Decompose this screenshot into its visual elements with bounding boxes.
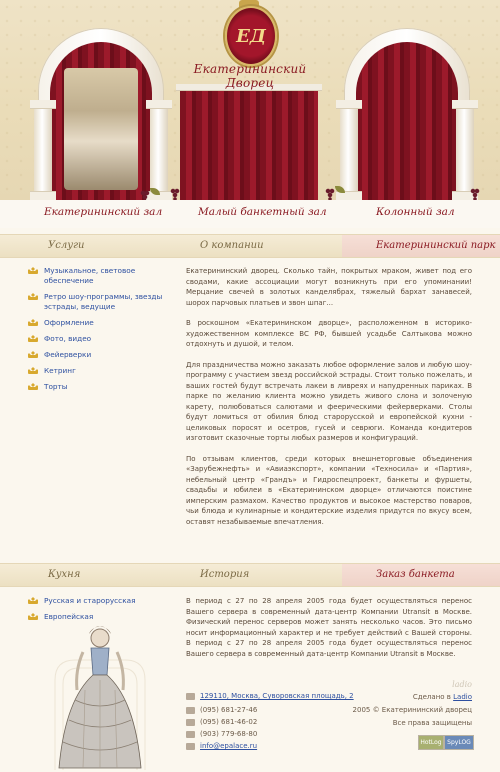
column-left-2 (150, 100, 168, 200)
tab-banquet-order[interactable]: Заказ банкета (342, 564, 500, 586)
tab-services[interactable]: Услуги (48, 240, 85, 251)
ladio-mark: ladio (452, 680, 472, 689)
hotlog-counter[interactable]: HotLog (418, 735, 444, 750)
crown-bullet-icon (28, 613, 38, 620)
hall-photo (64, 68, 138, 190)
copyright: 2005 © Екатерининский дворец (352, 706, 472, 714)
grapes-icon (140, 190, 150, 200)
tab-cuisine[interactable]: Кухня (48, 569, 81, 580)
crown-bullet-icon (28, 335, 38, 342)
about-paragraph: По отзывам клиентов, среди которых внешнеторговые объединения «Зарубежнефть» и «Авиаэкспорт», компании «Техносила» и «Партия», небельный центр «Грандъ» и Гидроспецпроект, банкеты и фуршеты, свадьбы и юбилеи в «Екатерининском дворце» отличаются поистине имперским размахом. Качество продуктов и высокое мастерство поваров, чьи блюда и кулинарные и кондитерские изделия придутся по вкусу всем, оставят незабываемые впечатления. (186, 454, 472, 526)
tab-bar-bottom (0, 563, 500, 587)
location-icon (186, 693, 195, 700)
nav-link-column-hall[interactable]: Колонный зал (376, 206, 455, 218)
services-menu (28, 266, 168, 398)
crown-bullet-icon (28, 351, 38, 358)
rights-reserved: Все права защищены (392, 719, 472, 727)
crown-bullet-icon (28, 367, 38, 374)
menu-item-photo-video[interactable]: Фото, видео (28, 334, 168, 344)
crown-bullet-icon (28, 383, 38, 390)
about-paragraph: Для праздничества можно заказать любое оформление залов и любую шоу-программу с участием звезд российской эстрады. Стоит только пожелать, и ваших гостей будут встречать лакеи в ливреях и напудренных париках. В парке по желанию клиента можно увидеть живого слона и золоченую карету, полюбоваться салютами и феерическими фейерверками. Столы будут ломиться от обилия блюд старорусской и европейской кухни - целиковых поросят и осетров, гусей и севрюги. Команда кондитеров изготовит сказочные торты любых размеров и конфигураций. (186, 360, 472, 442)
history-text (186, 596, 472, 669)
mobile-icon (186, 731, 195, 738)
logo-title[interactable]: Екатерининский Дворец (193, 62, 307, 90)
doll-illustration (45, 620, 155, 770)
tab-about[interactable]: О компании (200, 240, 264, 251)
grapes-icon (325, 188, 335, 200)
mail-icon (186, 743, 195, 750)
grapes-icon (170, 188, 180, 200)
menu-item-european-cuisine[interactable]: Европейская (28, 612, 168, 622)
crown-bullet-icon (28, 597, 38, 604)
spylog-counter[interactable]: SpyLOG (444, 735, 474, 750)
history-paragraph: В период с 27 по 28 апреля 2005 года будет осуществляться перенос Вашего сервера в современный дата-центр Компании Utransit в Москве. Физический перенос серверов может занять несколько часов. Это письмо носит информационный характер и не требует действий с Вашей стороны. В период с 27 по 28 апреля 2005 года будет осуществляться перенос Вашего сервера в современный дата-центр Компании Utransit в Москве. (186, 597, 472, 658)
menu-item-fireworks[interactable]: Фейерверки (28, 350, 168, 360)
tab-park[interactable]: Екатерининский парк (342, 235, 500, 257)
grapes-icon (470, 188, 480, 200)
crown-bullet-icon (28, 293, 38, 300)
phone-icon (186, 707, 195, 714)
menu-item-music[interactable]: Музыкальное, световое обеспечение (28, 266, 168, 286)
menu-item-cakes[interactable]: Торты (28, 382, 168, 392)
arch-ekaterininsky-hall[interactable] (38, 28, 164, 200)
crown-bullet-icon (28, 267, 38, 274)
tab-bar-top (0, 234, 500, 258)
column-right-1 (340, 100, 358, 200)
nav-link-small-banquet-hall[interactable]: Малый банкетный зал (198, 206, 327, 218)
column-right-2 (456, 100, 474, 200)
fax-icon (186, 719, 195, 726)
about-text (186, 266, 472, 537)
about-paragraph: В роскошном «Екатерининском дворце», расположенном в историко-художественном комплексе ВС РФ, бывшей усадьбе Салтыкова можно отдохнуть и душой, и телом. (186, 319, 472, 348)
arch-column-hall[interactable] (344, 28, 470, 200)
ladio-link[interactable]: Ladio (453, 693, 472, 701)
menu-item-russian-cuisine[interactable]: Русская и старорусская (28, 596, 168, 606)
menu-item-retro-show[interactable]: Ретро шоу-программы, звезды эстрады, ведущие (28, 292, 168, 312)
logo-medallion[interactable] (225, 6, 277, 66)
tab-history[interactable]: История (200, 569, 250, 580)
crown-bullet-icon (28, 319, 38, 326)
menu-item-decoration[interactable]: Оформление (28, 318, 168, 328)
about-paragraph: Екатерининский дворец. Сколько тайн, покрытых мраком, живет под его сводами, какие ассоциации могут возникнуть при его упоминании! Мерцание свечей в золотых канделябрах, тяжелый бархат занавесей, шорох парчовых платьев и звон шпаг... (186, 267, 472, 307)
curtain-small-banquet-hall[interactable] (180, 88, 318, 200)
made-by: Сделано в Ladio (412, 693, 472, 701)
menu-item-catering[interactable]: Кетринг (28, 366, 168, 376)
column-left-1 (34, 100, 52, 200)
nav-link-ekaterininsky-hall[interactable]: Екатерининский зал (44, 206, 163, 218)
logo-monogram: ЕД (236, 25, 266, 47)
